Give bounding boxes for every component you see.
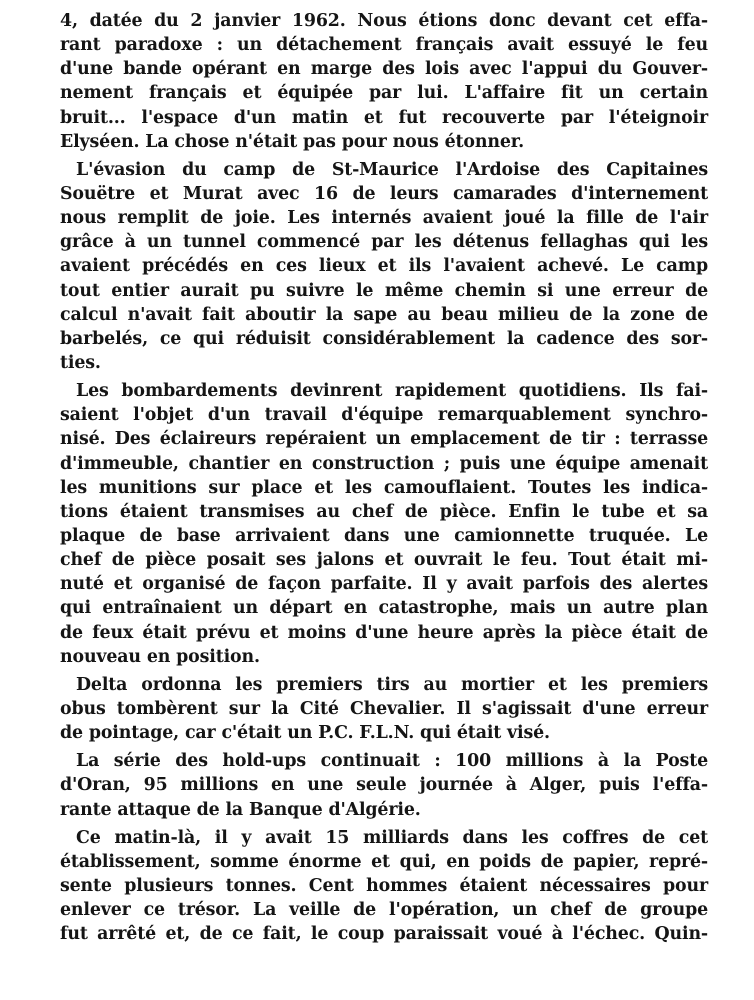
text-line: d'une bande opérant en marge des lois avec l'appui du Gouver- [60,59,708,80]
text-line: chef de pièce posait ses jalons et ouvrait le feu. Tout était mi- [60,550,708,571]
text-line: Elyséen. La chose n'était pas pour nous étonner. [60,131,525,152]
paragraph [60,826,708,947]
text-line: avaient précédés en ces lieux et ils l'avaient achevé. Le camp [60,256,708,277]
text-line: 4, datée du 2 janvier 1962. Nous étions donc devant cet effa- [60,11,708,31]
text-line: de pointage, car c'était un P.C. F.L.N. qui était visé. [60,723,550,744]
text-line: plaque de base arrivaient dans une camionnette truquée. Le [60,525,708,546]
paragraph [60,749,708,821]
text-line: rante attaque de la Banque d'Algérie. [60,799,421,820]
text-line: barbelés, ce qui réduisit considérablement la cadence des sor- [60,328,708,349]
text-line: d'immeuble, chantier en construction ; puis une équipe amenait [60,453,708,474]
text-line: ties. [60,352,101,373]
text-line: La série des hold-ups continuait : 100 millions à la Poste [76,751,708,772]
text-line: nement français et équipée par lui. L'affaire fit un certain [60,83,708,104]
text-line: Les bombardements devinrent rapidement quotidiens. Ils fai- [76,381,708,402]
text-line: nouveau en position. [60,646,260,667]
paragraph [60,673,708,745]
text-line: enlever ce trésor. La veille de l'opération, un chef de groupe [60,900,708,921]
text-line: saient l'objet d'un travail d'équipe remarquablement synchro- [60,405,708,426]
paragraph [60,9,708,154]
text-line: tions étaient transmises au chef de pièce. Enfin le tube et sa [60,501,708,522]
text-line: rant paradoxe : un détachement français avait essuyé le feu [60,35,708,56]
body-text [60,9,708,946]
text-line: Souëtre et Murat avec 16 de leurs camarades d'internement [60,183,708,204]
text-line: établissement, somme énorme et qui, en poids de papier, repré- [60,851,708,872]
paragraph [60,379,708,669]
text-line: tout entier aurait pu suivre le même chemin si une erreur de [60,280,708,301]
paragraph [60,158,708,375]
text-line: sente plusieurs tonnes. Cent hommes étaient nécessaires pour [60,875,708,896]
text-line: Ce matin-là, il y avait 15 milliards dans les coffres de cet [76,827,708,848]
text-line: nisé. Des éclaireurs repéraient un emplacement de tir : terrasse [60,429,708,450]
text-line: obus tombèrent sur la Cité Chevalier. Il s'agissait d'une erreur [60,698,708,719]
text-line: les munitions sur place et les camouflaient. Toutes les indica- [60,477,708,498]
text-line: calcul n'avait fait aboutir la sape au beau milieu de la zone de [60,304,708,325]
text-line: nous remplit de joie. Les internés avaient joué la fille de l'air [60,208,708,229]
text-line: grâce à un tunnel commencé par les détenus fellaghas qui les [60,232,708,253]
text-line: Delta ordonna les premiers tirs au mortier et les premiers [76,674,708,695]
text-line: de feux était prévu et moins d'une heure après la pièce était de [60,622,708,643]
text-line: fut arrêté et, de ce fait, le coup paraissait voué à l'échec. Quin- [60,924,708,945]
text-line: nuté et organisé de façon parfaite. Il y avait parfois des alertes [60,574,708,595]
text-line: qui entraînaient un départ en catastrophe, mais un autre plan [60,598,708,619]
text-line: d'Oran, 95 millions en une seule journée à Alger, puis l'effa- [60,775,708,796]
text-line: bruit... l'espace d'un matin et fut recouverte par l'éteignoir [60,107,708,128]
text-line: L'évasion du camp de St-Maurice l'Ardoise des Capitaines [76,159,708,180]
